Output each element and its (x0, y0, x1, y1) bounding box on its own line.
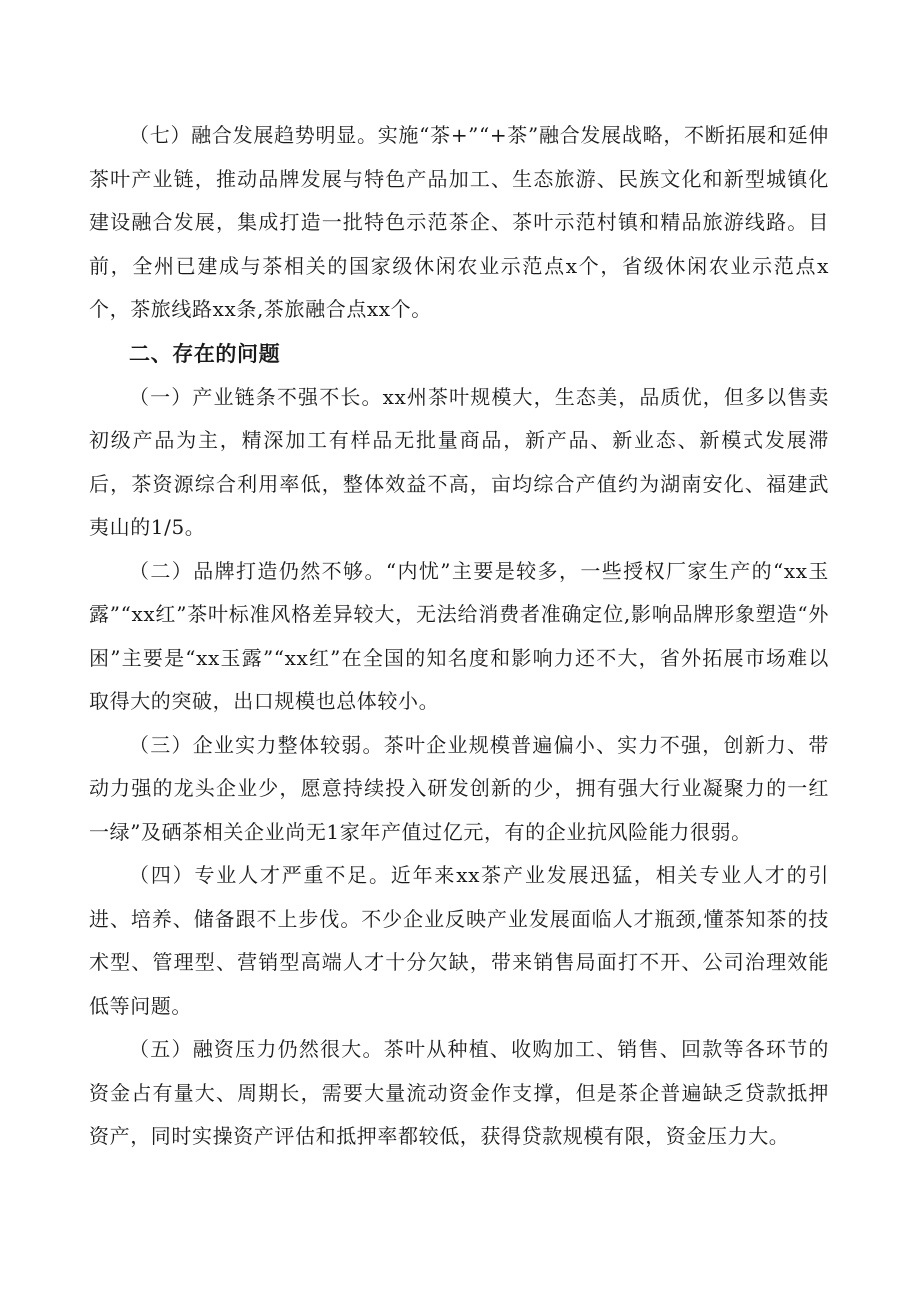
paragraph-enterprise-strength: （三）企业实力整体较弱。茶叶企业规模普遍偏小、实力不强，创新力、带动力强的龙头企业少，愿意持续投入研发创新的少，拥有强大行业凝聚力的一红一绿”及硒茶相关企业尚无1家年产值过亿元，有的企业抗风险能力很弱。 (89, 732, 829, 844)
paragraph-integration-trend: （七）融合发展趋势明显。实施“茶+”“+茶”融合发展战略，不断拓展和延伸茶叶产业链，推动品牌发展与特色产品加工、生态旅游、民族文化和新型城镇化建设融合发展，集成打造一批特色示范茶企、茶叶示范村镇和精品旅游线路。目前，全州已建成与茶相关的国家级休闲农业示范点x个，省级休闲农业示范点x个，茶旅线路xx条,茶旅融合点xx个。 (89, 123, 829, 321)
paragraph-industry-chain: （一）产业链条不强不长。xx州茶叶规模大，生态美，品质优，但多以售卖初级产品为主，精深加工有样品无批量商品，新产品、新业态、新模式发展滞后，茶资源综合利用率低，整体效益不高，亩均综合产值约为湖南安化、福建武夷山的1/5。 (89, 384, 829, 539)
paragraph-brand-building: （二）品牌打造仍然不够。“内忧”主要是较多，一些授权厂家生产的“xx玉露”“xx红”茶叶标准风格差异较大，无法给消费者准确定位,影响品牌形象塑造“外困”主要是“xx玉露”“xx红”在全国的知名度和影响力还不大，省外拓展市场难以取得大的突破，出口规模也总体较小。 (89, 558, 829, 713)
paragraph-talent-shortage: （四）专业人才严重不足。近年来xx茶产业发展迅猛，相关专业人才的引进、培养、储备跟不上步伐。不少企业反映产业发展面临人才瓶颈,懂茶知茶的技术型、管理型、营销型高端人才十分欠缺，带来销售局面打不开、公司治理效能低等问题。 (89, 863, 829, 1018)
paragraph-financing-pressure: （五）融资压力仍然很大。茶叶从种植、收购加工、销售、回款等各环节的资金占有量大、周期长，需要大量流动资金作支撑，但是茶企普遍缺乏贷款抵押资产，同时实操资产评估和抵押率都较低，获得贷款规模有限，资金压力大。 (89, 1037, 829, 1148)
document-page (89, 114, 829, 1159)
section-heading-problems: 二、存在的问题 (129, 341, 281, 366)
